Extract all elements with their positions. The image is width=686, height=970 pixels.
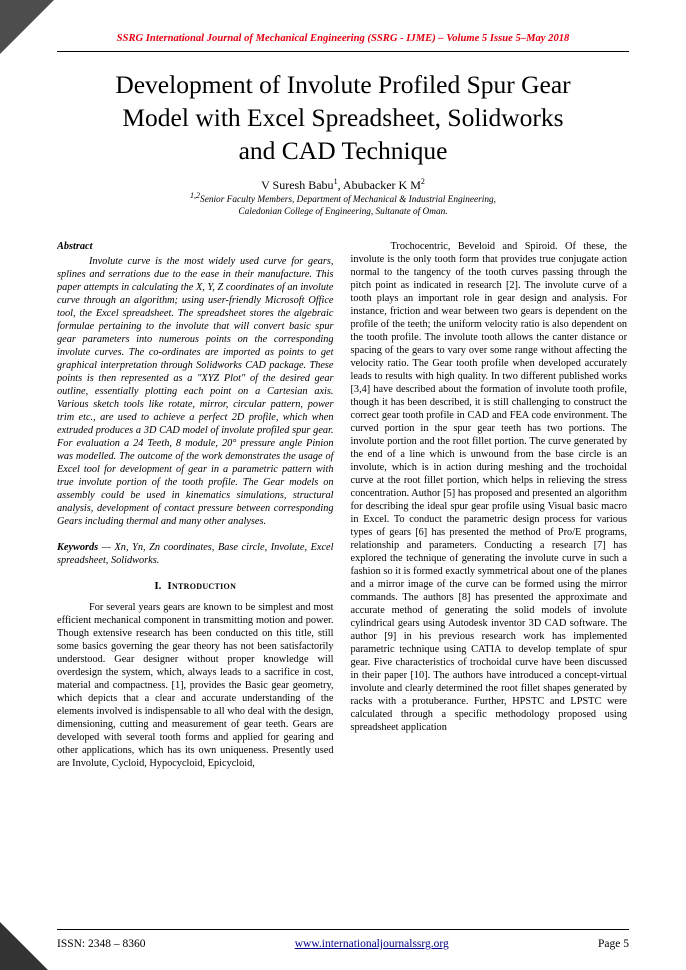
section-number: I. [154, 580, 162, 592]
page-corner-fold-bottom-left-icon [0, 922, 48, 970]
keywords-text: — Xn, Yn, Zn coordinates, Base circle, Involute, Excel spreadsheet, Solidworks. [57, 542, 334, 566]
author-2-superscript: 2 [420, 177, 425, 186]
journal-header: SSRG International Journal of Mechanical Engineering (SSRG - IJME) – Volume 5 Issue 5–May 2018 [116, 33, 570, 44]
author-1-name: V Suresh Babu [261, 178, 334, 192]
introduction-text: For several years gears are known to be simplest and most efficient mechanical component in transmitting motion and power. Though extensive research has been conducted on this title, still some basics governing the gear theory has not been satisfactorily understood. Gear designer without proper knowledge will overdesign the system, which, always leads to a sacrifice in cost, material and compactness. [1], provides the Basic gear geometry, which depicts that a clear and accurate understanding of the elements involved is indispensable to all who deal with the design, dimensioning, cutting and measurement of gear teeth. Gears are developed with several tooth forms and applied for gearing and other applications, which has its own uniqueness. Presently used are Involute, Cycloid, Hypocycloid, Epicycloid, [57, 602, 334, 769]
footer-divider [57, 929, 629, 930]
keywords-label: Keywords [57, 542, 99, 553]
issn-label: ISSN: 2348 – 8360 [57, 938, 146, 950]
authors-line [57, 178, 629, 193]
paper-title-line-2: Model with Excel Spreadsheet, Solidworks [122, 103, 564, 132]
paper-title [57, 68, 629, 167]
paper-title-line-3: and CAD Technique [238, 136, 448, 165]
author-1-superscript: 1 [333, 177, 338, 186]
affiliation-line-1: Senior Faculty Members, Department of Mechanical & Industrial Engineering, [200, 195, 496, 205]
header-divider [57, 51, 629, 52]
affiliation [57, 190, 629, 218]
author-2-name: Abubacker K M [342, 178, 421, 192]
journal-url-link[interactable]: www.internationaljournalssrg.org [294, 938, 449, 950]
affiliation-superscript: 1,2 [190, 190, 201, 200]
paper-title-line-1: Development of Involute Profiled Spur Gear [115, 70, 571, 99]
authors-separator: , [337, 178, 343, 192]
page-corner-fold-top-left-icon [0, 0, 54, 54]
page-number: Page 5 [598, 938, 629, 950]
section-heading-introduction [57, 580, 334, 593]
footer-row [57, 938, 629, 950]
two-column-body [57, 240, 629, 918]
abstract-heading: Abstract [57, 241, 93, 252]
section-label: Introduction [167, 580, 237, 592]
left-column [57, 240, 334, 918]
right-column [351, 240, 628, 918]
keywords-line [57, 541, 334, 567]
right-column-text: Trochocentric, Beveloid and Spiroid. Of these, the involute is the only tooth form that provides true conjugate action normal to the tangency of the tooth curves passing through the pitch point as indicated in research [2]. The involute curve of a tooth plays an important role in gear design and analysis. For instance, friction and wear between two gears is dependent on the profile of the teeth; the uniform velocity ratio is also dependent on the tooth profile. The involute tooth allows the canter distance or spacing of the gears to vary over some range without affecting the velocity ratio. The Gear tooth profile when developed accurately leads to results with high quality. In two different published works [3,4] have described about the formation of involute tooth profile, though it has been described, it is still challenging to construct the correct gear tooth profile in CAD and FEA code environment. The curved portion in the spur gear teeth has two portions. The involute portion and the root fillet portion. The curve generated by the end of a line which is unwound from the base circle is an involute, which is in action during meshing and the trochoidal curve at the root fillet portion, which helps in relieving the stress concentration. Author [5] has proposed and presented an algorithm for describing the ideal spur gear profile using Visual basic macro in Excel. To conduct the parametric design process for various types of gears [6] has presented the method of Pro/E programs, relationship and parameters. Conducting a research [7] has explored the technique of generating the involute curve in such a fashion so it is formed exactly symmetrical about one of the planes and a mirror image of the curve can be formed using the mirror commands. The authors [8] has presented the approximate and accurate method of generating the solid models of involute cylindrical gears using Autodesk inventor 3D CAD software. The author [9] in his previous research work has implemented parametric technique using CATIA to develop template of spur gear. Five characteristics of trochoidal curve have been discussed in their paper [10]. The authors have introduced a concept-virtual involute and clearly determined the root fillet shapes generated by racks with a protuberance. Further, HPSTC and LPSTC were calculated through a specific methodology proposed using spreadsheet application [350, 241, 627, 733]
abstract-text: Involute curve is the most widely used curve for gears, splines and serrations due to the ease in their manufacture. This paper attempts in calculating the X, Y, Z coordinates of an involute curve through an algorithm; using user-friendly Microsoft Office tool, the Excel spreadsheet. The spreadsheet stores the algebraic formulae pertaining to the involute that will convert basic spur gear parameters into numerous points on the corresponding involute curves. The co-ordinates are imported as points to get graphical interpretation through Solidworks CAD package. These points is then represented as a "XYZ Plot" of the desired gear outline, essentially plotting each point on a Cartesian axis. Various sketch tools like rotate, mirror, circular pattern, power trim etc., are used to achieve a perfect 2D profile, which when extruded produces a 3D CAD model of involute profiled spur gear. For evaluation a 24 Teeth, 8 module, 20° pressure angle Pinion was modelled. The outcome of the work demonstrates the usage of Excel tool for development of gear in a parametric pattern with true involute portion of the tooth profile. The Gear models on assembly could be used in kinematics simulations, structural analysis, development of contact pressure between corresponding Gears including thermal and many other analyses. [57, 256, 334, 527]
page-footer [57, 929, 629, 950]
affiliation-line-2: Caledonian College of Engineering, Sultanate of Oman. [238, 206, 448, 217]
